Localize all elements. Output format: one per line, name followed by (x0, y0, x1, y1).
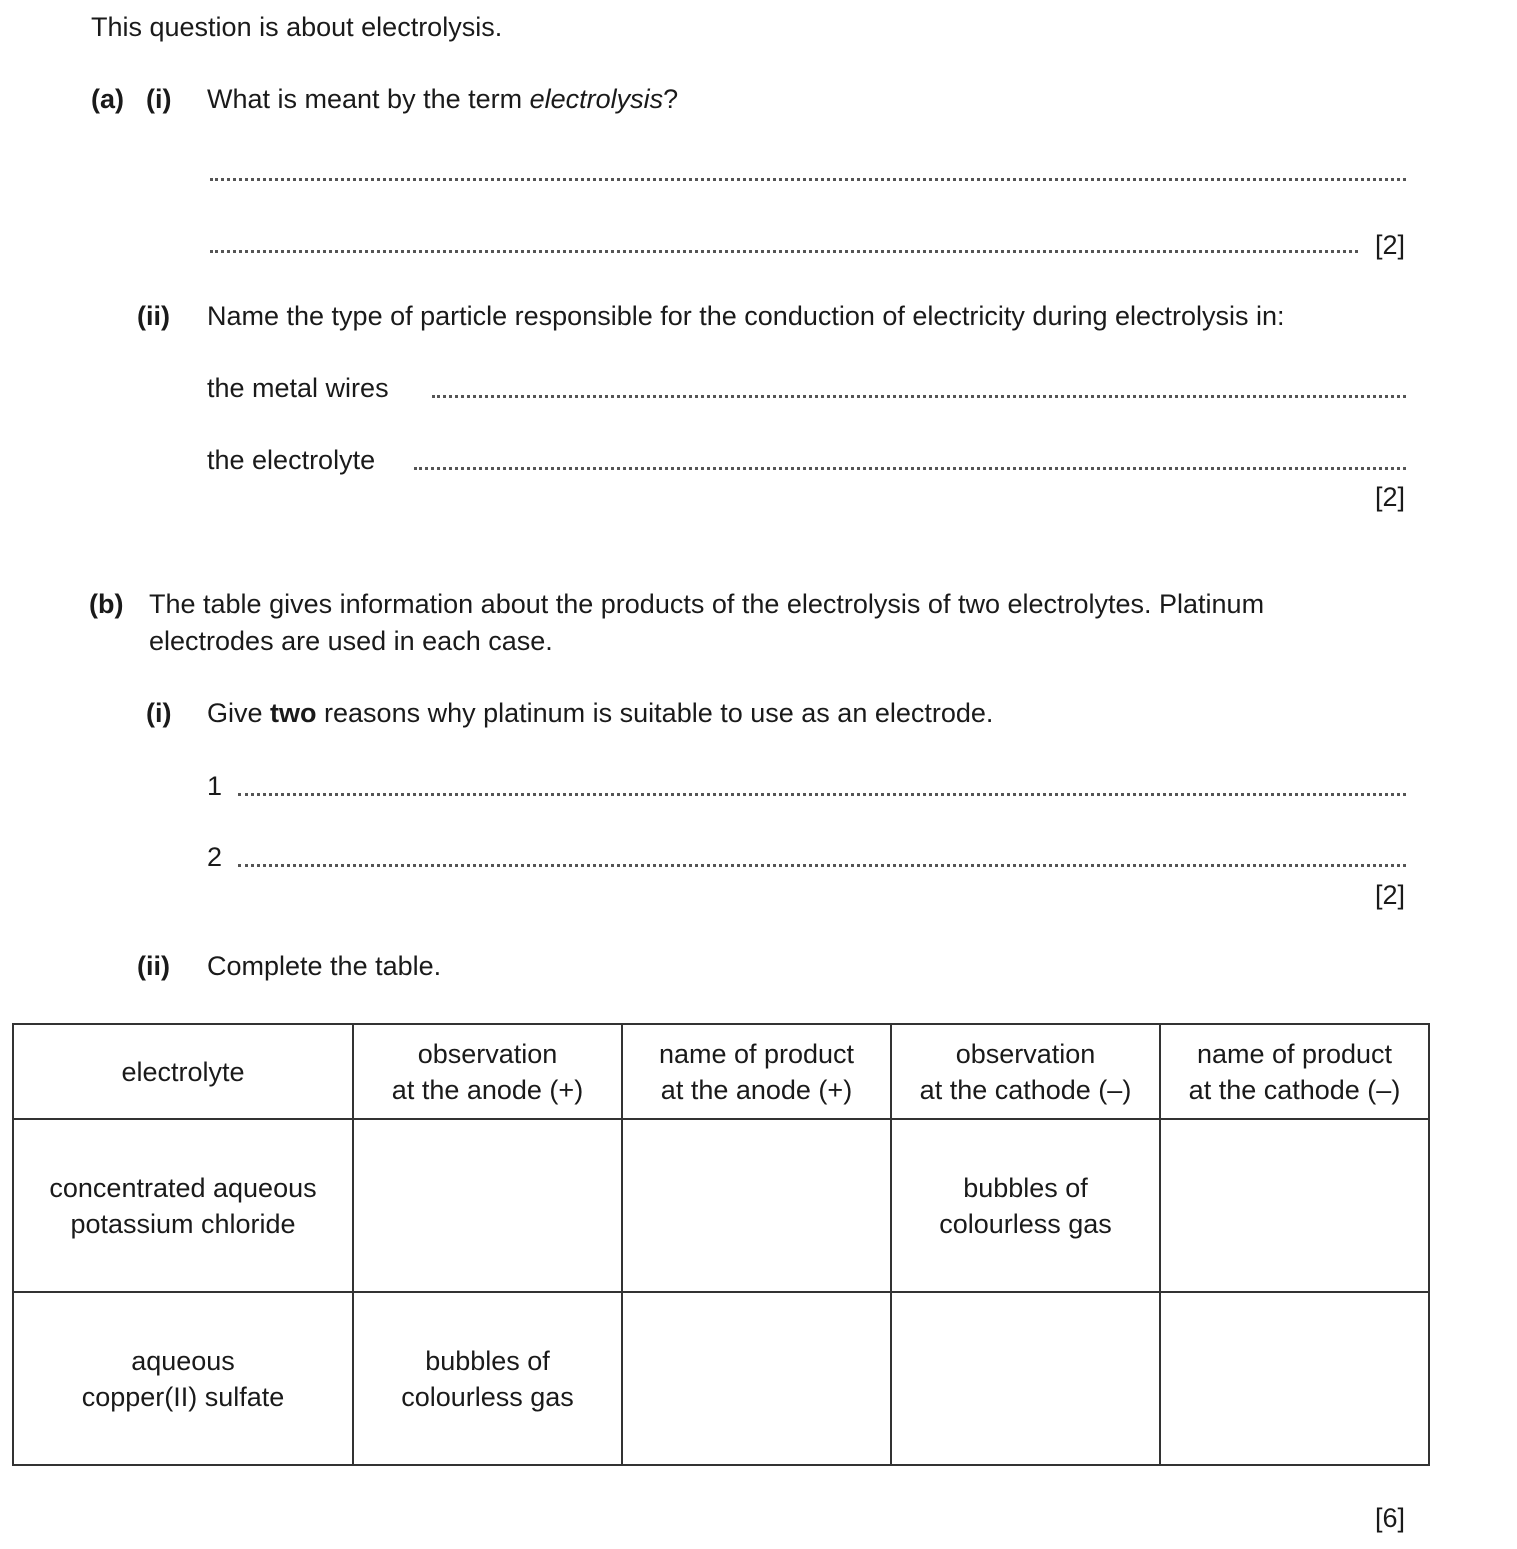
header-observation-anode (353, 1024, 622, 1119)
header-line: observation (955, 1038, 1096, 1069)
header-product-cathode (1160, 1024, 1429, 1119)
cell-line: bubbles of (963, 1172, 1088, 1203)
cell-product-anode[interactable] (622, 1119, 891, 1292)
header-electrolyte (13, 1024, 353, 1119)
cell-line: colourless gas (401, 1381, 574, 1412)
cell-observation-anode[interactable] (353, 1119, 622, 1292)
question-text: Give (207, 698, 271, 728)
answer-number-1: 1 (207, 771, 223, 801)
header-line: at the cathode (–) (919, 1074, 1132, 1105)
electrolysis-table (12, 1023, 1430, 1466)
part-a-ii-question: Name the type of particle responsible for the conduction of electricity during electrolysis in: (207, 301, 1285, 331)
marks-b-i: [2] (1375, 880, 1406, 910)
cell-line: potassium chloride (70, 1208, 296, 1239)
answer-line-a-i-1[interactable] (210, 178, 1406, 181)
question-text-end: ? (663, 84, 679, 114)
header-line: observation (417, 1038, 558, 1069)
table-row (13, 1292, 1429, 1465)
question-term: electrolysis (529, 84, 664, 114)
header-line: at the anode (+) (391, 1074, 584, 1105)
header-observation-cathode (891, 1024, 1160, 1119)
header-line: at the cathode (–) (1188, 1074, 1401, 1105)
cell-line: colourless gas (939, 1208, 1112, 1239)
part-b-text-line2: electrodes are used in each case. (149, 626, 553, 656)
header-line: at the anode (+) (660, 1074, 853, 1105)
cell-line: concentrated aqueous (49, 1172, 317, 1203)
cell-observation-cathode (891, 1119, 1160, 1292)
part-a-i-question (207, 86, 678, 113)
marks-b-ii: [6] (1375, 1503, 1406, 1533)
marks-a-ii: [2] (1375, 482, 1406, 512)
table-header-row (13, 1024, 1429, 1119)
part-a-label: (a) (91, 84, 124, 114)
cell-product-anode[interactable] (622, 1292, 891, 1465)
cell-line: copper(II) sulfate (81, 1381, 285, 1412)
marks-a-i: [2] (1375, 230, 1406, 260)
header-line: name of product (1196, 1038, 1393, 1069)
question-text-end: reasons why platinum is suitable to use as an electrode. (316, 698, 994, 728)
part-a-i-label: (i) (146, 84, 172, 114)
cell-electrolyte (13, 1292, 353, 1465)
cell-line: bubbles of (425, 1345, 550, 1376)
answer-line-metal-wires[interactable] (432, 395, 1406, 398)
part-b-label: (b) (89, 589, 124, 619)
part-b-ii-question: Complete the table. (207, 951, 442, 981)
question-intro: This question is about electrolysis. (91, 12, 503, 42)
question-emphasis: two (270, 698, 317, 728)
answer-line-a-i-2[interactable] (210, 250, 1358, 253)
metal-wires-label: the metal wires (207, 373, 389, 403)
answer-number-2: 2 (207, 842, 223, 872)
header-line: electrolyte (121, 1056, 245, 1087)
cell-observation-anode (353, 1292, 622, 1465)
cell-observation-cathode[interactable] (891, 1292, 1160, 1465)
part-b-text-line1: The table gives information about the products of the electrolysis of two electrolytes. Platinum (149, 589, 1265, 619)
answer-line-electrolyte[interactable] (414, 467, 1406, 470)
part-a-ii-label: (ii) (137, 301, 170, 331)
cell-product-cathode[interactable] (1160, 1292, 1429, 1465)
cell-product-cathode[interactable] (1160, 1119, 1429, 1292)
cell-line: aqueous (131, 1345, 235, 1376)
part-b-i-label: (i) (146, 698, 172, 728)
cell-electrolyte (13, 1119, 353, 1292)
header-product-anode (622, 1024, 891, 1119)
part-b-i-question (207, 700, 993, 727)
question-text: What is meant by the term (207, 84, 530, 114)
answer-line-b-i-1[interactable] (238, 793, 1406, 796)
header-line: name of product (658, 1038, 855, 1069)
part-b-ii-label: (ii) (137, 951, 170, 981)
electrolyte-label: the electrolyte (207, 445, 376, 475)
answer-line-b-i-2[interactable] (238, 864, 1406, 867)
table-row (13, 1119, 1429, 1292)
